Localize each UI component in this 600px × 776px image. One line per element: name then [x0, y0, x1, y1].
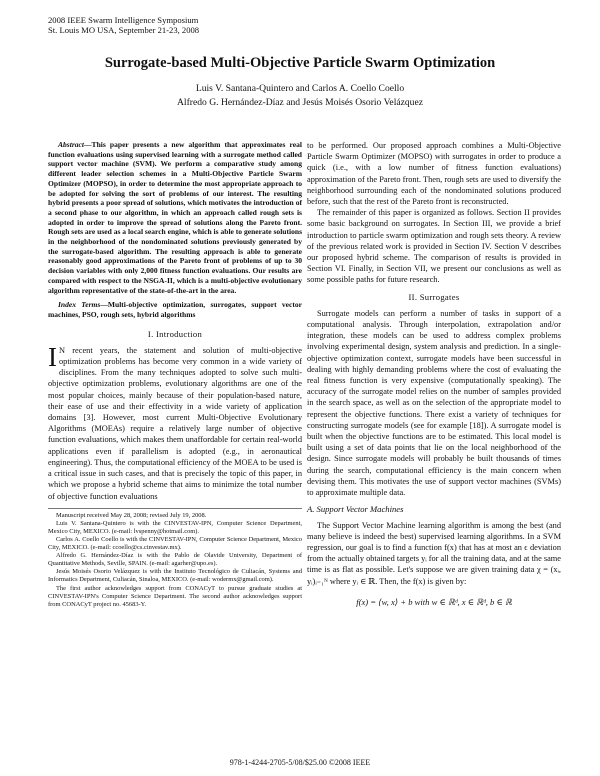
paper-title: Surrogate-based Multi-Objective Particle Swarm Optimization: [104, 55, 496, 71]
footnote: Alfredo G. Hernández-Díaz is with the Pablo de Olavide University, Department of Quantitative Methods, Seville, SPAIN. (e-mail: agarher@upo.es).: [48, 552, 302, 568]
footnote: Luis V. Santana-Quintero is with the CINVESTAV-IPN, Computer Science Department, Mexico City, MEXICO. (e-mail: lvspenny@hotmail.com).: [48, 519, 302, 535]
abstract-text: —This paper presents a new algorithm that approximates real function evaluations using supervised learning with a surrogate method called support vector machine (SVM). We perform a comparative study among different leader selection schemes in a Multi-Objective Particle Swarm Optimizer (MOPSO), in order to determine the most appropriate approach to be adopted for solving the sort of problems of our interest. The resulting hybrid presents a poor spread of solutions, which motivates the introduction of a second phase to our algorithm, in which an approach called rough sets is adopted in order to improve the spread of solutions along the Pareto front. Rough sets are used as a local search engine, which is able to generate solutions in the neighborhood of the nondominated solutions previously generated by the surrogate-based algorithm. The resulting approach is able to generate reasonably good approximations of the Pareto front of problems of up to 30 decision variables with only 2,000 fitness function evaluations. Our results are compared with respect to the NSGA-II, which is a multi-objective evolutionary algorithm representative of the state-of-the-art in the area.: [48, 140, 303, 295]
footnotes: [48, 508, 302, 609]
footnote: Manuscript received May 28, 2008; revised July 19, 2008.: [56, 511, 207, 519]
right-column: [307, 140, 561, 608]
footnote: Carlos A. Coello Coello is with the CINVESTAV-IPN, Computer Science Department, Mexico City, MEXICO. (e-mail: ccoello@cs.cinvestav.mx).: [48, 535, 302, 552]
svm-equation: f(x) = ⟨w, x⟩ + b with w ∈ ℝᵈ, x ∈ ℝᵈ, b ∈ ℝ: [356, 596, 512, 607]
subsection-heading-svm: A. Support Vector Machines: [307, 504, 404, 515]
conference-name: 2008 IEEE Swarm Intelligence Symposium: [48, 15, 199, 25]
introduction-text: N recent years, the statement and solution of multi-objective optimization problems has become very common in a wide variety of disciplines. From the many techniques adopted to solve such multi-objective optimization problems, evolutionary algorithms are one of the most popular choices, mainly because of their population-based nature, their ease of use and their effectivity in a wide variety of application domains [3]. However, most current Multi-Objective Evolutionary Algorithms (MOEAs) require a relatively large number of objective function evaluations, which makes them unaffordable for certain real-world applications even if parallelism is adopted (e.g., in aeronautical engineering). Thus, the computational efficiency of the MOEA to be used is a critical issue in such cases, and that is precisely the topic of this paper, in which we propose a hybrid scheme that aims to minimize the total number of objective function evaluations: [48, 345, 302, 501]
page-footer: 978-1-4244-2705-5/08/$25.00 ©2008 IEEE: [229, 758, 371, 767]
section-heading-introduction: I. Introduction: [147, 328, 203, 339]
footnote: Jesús Moisés Osorio Velázquez is with the Instituto Tecnológico de Culiacán, Systems and Informatics Department, Culiacán, Sinaloa, MEXICO. (e-mail: wodermx@gmail.com).: [48, 568, 302, 584]
index-terms-text: —Multi-objective optimization, surrogates, support vector machines, PSO, rough sets, hybrid algorithms: [48, 300, 302, 319]
surrogates-paragraph: Surrogate models can perform a number of tasks in support of a computational analysis. Through interpolation, extrapolation and/or integration, these models can be used to address complex problems involving experimental design, system analysis and prediction. In a single-objective optimization context, surrogate models have been successful in dealing with highly demanding problems where the cost of evaluating the real fitness function is very expensive (computationally speaking). The accuracy of the surrogate model relies on the number of samples provided in the search space, as well as on the selection of the appropriate model to represent the objective functions. There exist a variety of techniques for constructing surrogate models (see for example [18]). A surrogate model is built when the objective functions are to be estimated. This local model is built using a set of data points that lie on the local neighborhood of the design. Since surrogate models will probably be built thousands of times during the search, computational efficiency is the main concern when devising them. This motivates the use of support vector machines (SVMs) to approximate multiple data.: [307, 308, 561, 498]
abstract: [48, 140, 302, 295]
index-terms-label: Index Terms: [58, 300, 101, 310]
author-block: [0, 82, 600, 110]
abstract-label: Abstract: [58, 140, 84, 149]
index-terms: [48, 300, 302, 319]
conference-location: St. Louis MO USA, September 21-23, 2008: [48, 25, 200, 35]
footnote: The first author acknowledges support from CONACyT to pursue graduate studies at CINVESTAV-IPN's Computer Science Department. The second author acknowledges support from CONACyT project no. 45683-Y.: [48, 584, 302, 608]
authors-line-2: Alfredo G. Hernández-Díaz and Jesús Moisés Osorio Velázquez: [177, 97, 423, 108]
section-heading-surrogates: II. Surrogates: [408, 291, 460, 302]
conference-header: [48, 15, 199, 35]
left-column: [48, 140, 302, 609]
authors-line-1: Luis V. Santana-Quintero and Carlos A. Coello Coello: [195, 83, 405, 94]
introduction-paragraph: [48, 341, 302, 502]
introduction-paragraph-2: The remainder of this paper is organized as follows. Section II provides some basic background on surrogates. In Section III, we provide a brief introduction to particle swarm optimization and rough sets theory. A review of the previous related work is provided in Section IV. Section V describes our proposed hybrid scheme. The comparison of results is provided in Section VI. Finally, in Section VII, we present our conclusions as well as some possible paths for future research.: [307, 208, 561, 285]
drop-cap: I: [48, 341, 57, 372]
svm-paragraph: The Support Vector Machine learning algorithm is among the best (and many believe is indeed the best) supervised learning algorithms. In a SVM regression, our goal is to find a function f(x) that has at most an ϵ deviation from the actually obtained targets yᵢ for all the training data, and at the same time is as flat as possible. Let's suppose we are given training data χ = (xᵢ, yᵢ)ᵢ₌₁ᴺ where yᵢ ∈ ℝ. Then, the f(x) is given by:: [307, 520, 561, 586]
introduction-continuation: to be performed. Our proposed approach combines a Multi-Objective Particle Swarm Optimizer (MOPSO) with surrogates in order to produce a quick (i.e., with a low number of fitness function evaluations) approximation of the Pareto front. Then, rough sets are used to diversify the neighborhood surrounding each of the nondominated solutions produced before, such that the rest of the Pareto front is reconstructed.: [307, 141, 561, 207]
